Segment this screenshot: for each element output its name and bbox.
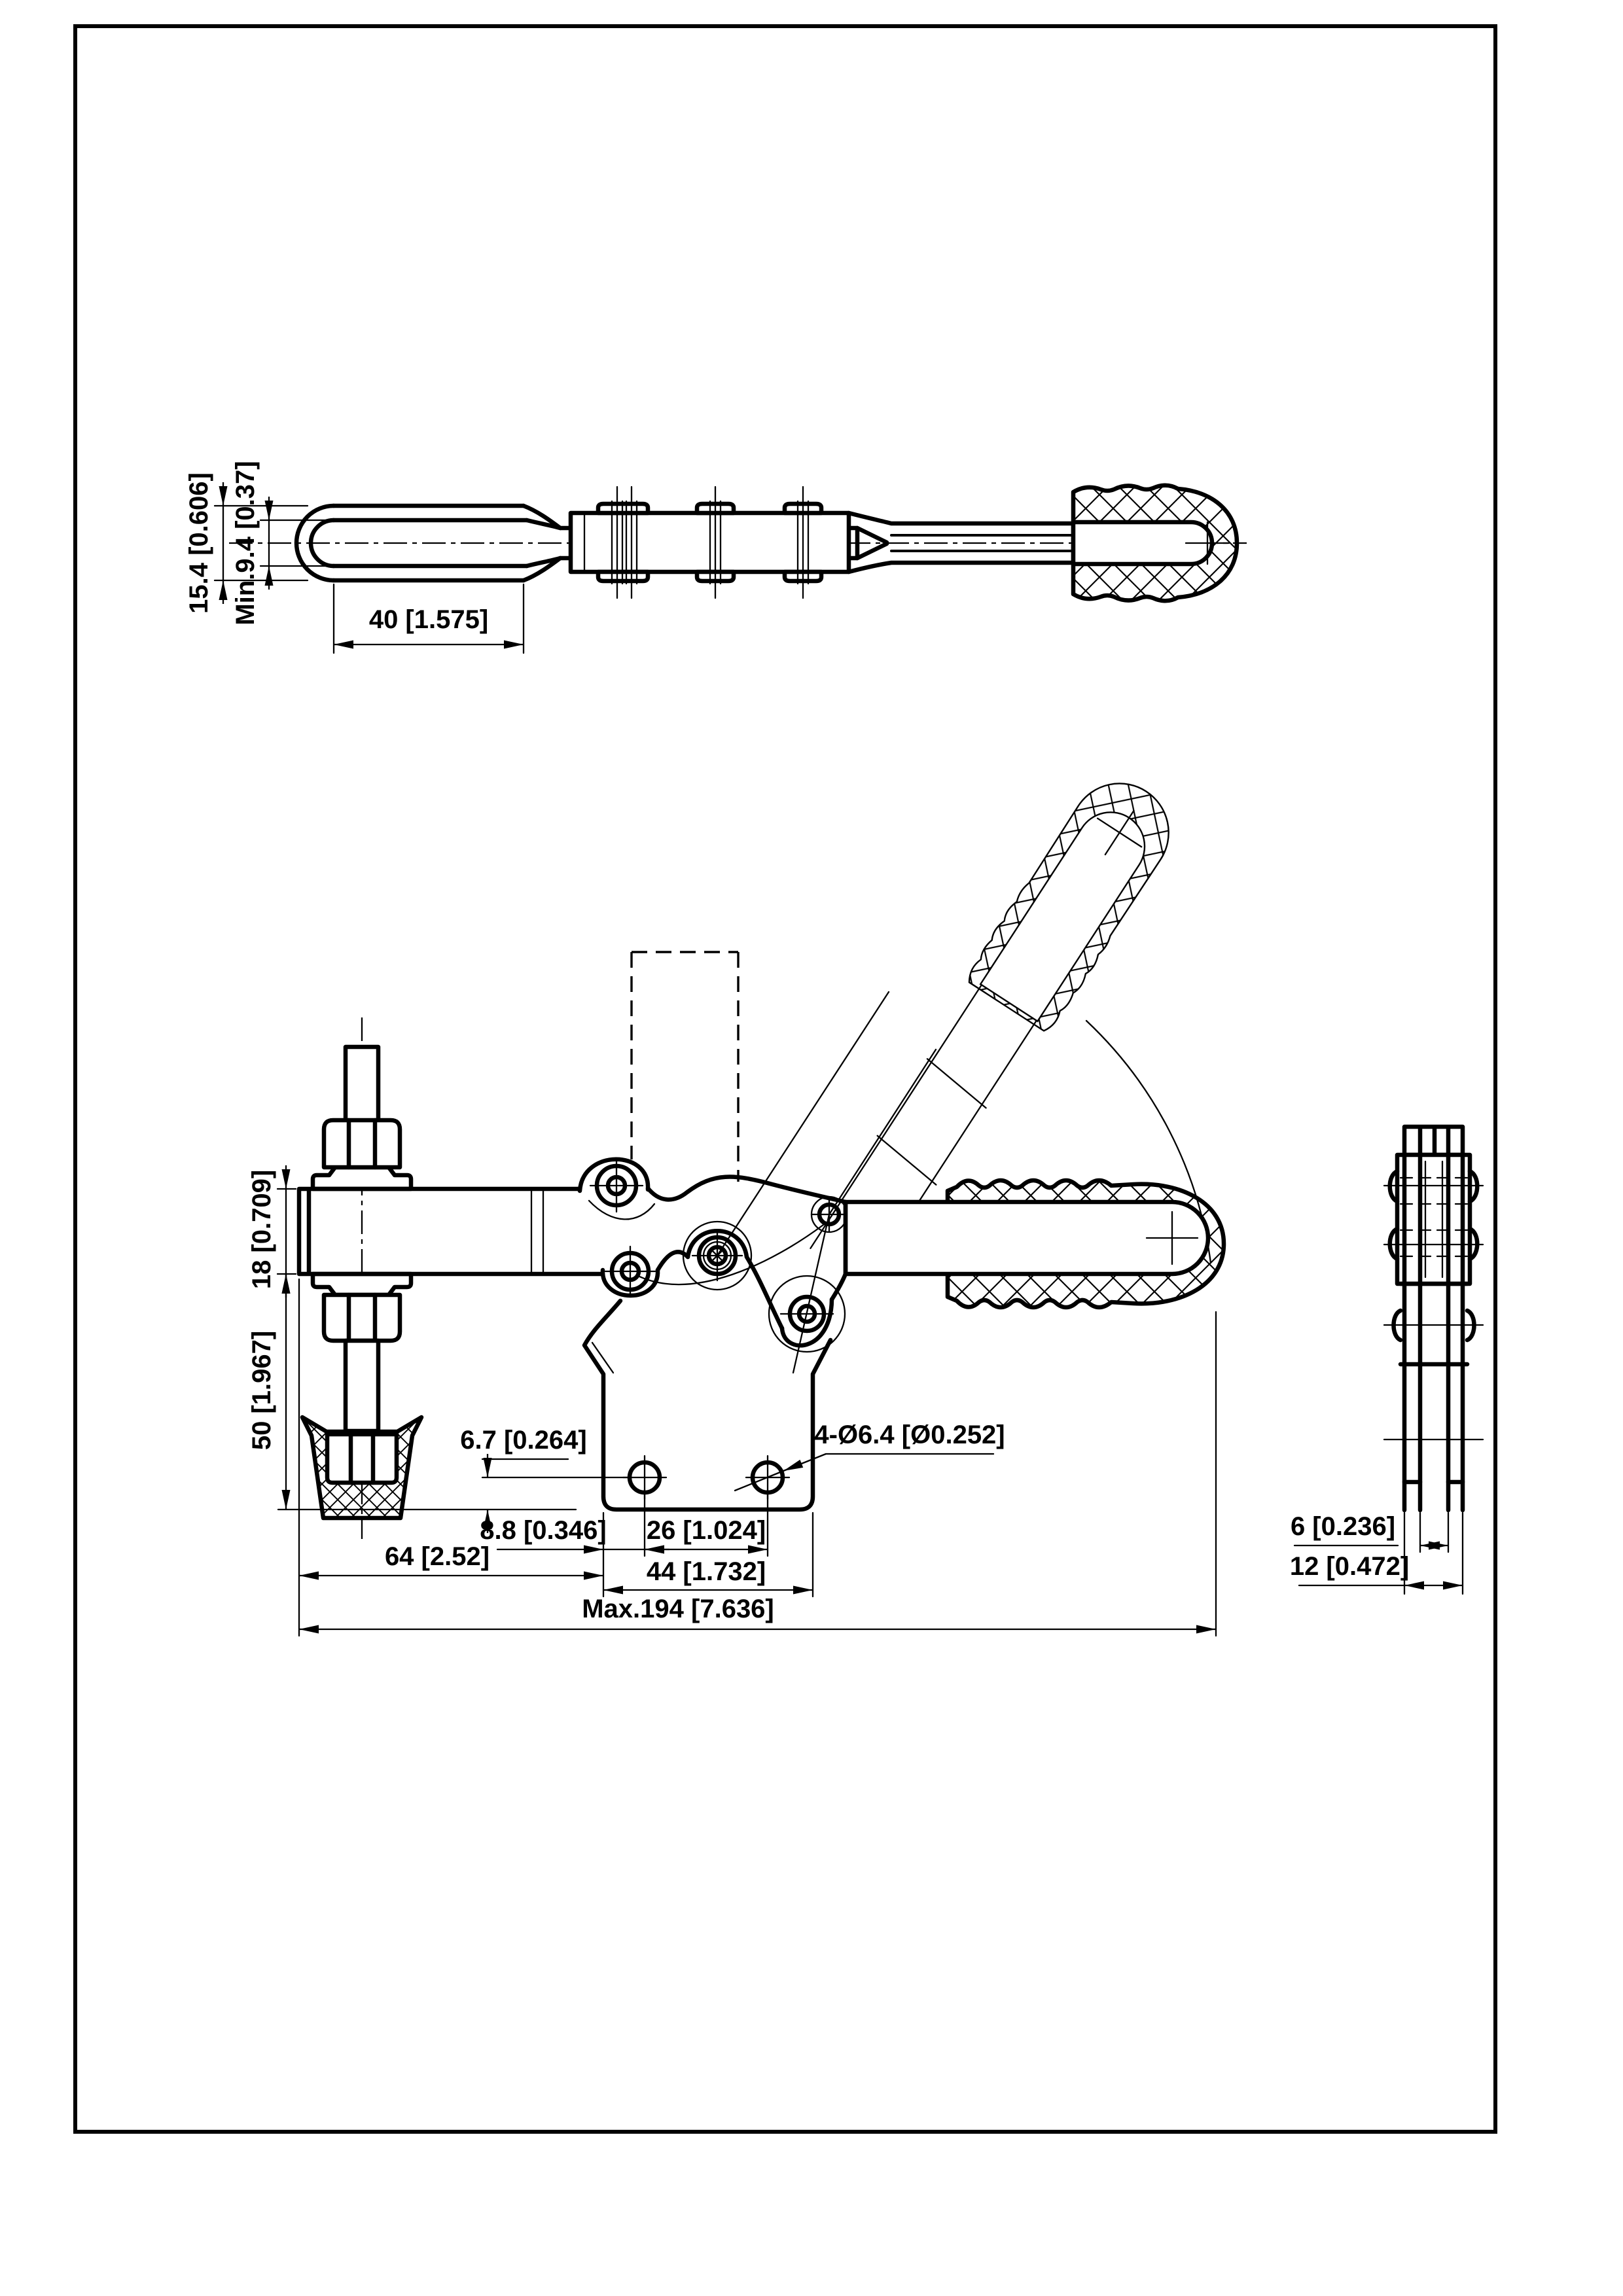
dim-bar-length-label: 40 [1.575] [368,605,489,634]
dim-max-length-label: Max.194 [7.636] [582,1595,774,1623]
side-view [1290,1127,1483,1594]
handle-link-hole [812,1197,847,1232]
tip-nut [327,1434,397,1483]
dim-holes-label: 4-Ø6.4 [Ø0.252] [814,1421,1005,1449]
dim-base-width-label: 44 [1.732] [646,1557,766,1586]
dim-base-height-label: 50 [1.967] [247,1330,276,1451]
dim-min-slot-label: Min.9.4 [0.37] [231,461,260,626]
front-view [247,764,1224,1636]
spindle-nut-top [324,1120,400,1167]
clamp-arm [299,1189,603,1274]
dim-overhang-label: 64 [2.52] [384,1542,490,1571]
spindle-nut-bottom [324,1295,400,1341]
rivet-arm-pivot [590,1159,643,1212]
dim-leg-gap-label: 6 [0.236] [1290,1512,1396,1541]
spindle-washer-bottom [313,1274,411,1295]
handle-clamped [846,1180,1224,1307]
top-view [185,461,1247,653]
dim-hole-offset-label: 6.7 [0.264] [460,1426,587,1455]
sheet-border-frame [75,26,1495,2132]
spindle-assembly [302,1017,421,1539]
dim-hole-pitch-label: 26 [1.024] [646,1516,766,1545]
dim-arm-height-label: 18 [0.709] [247,1169,276,1290]
spindle-washer-top [313,1167,411,1189]
dim-outer-height-label: 15.4 [0.606] [185,472,213,614]
side-view-dimensions [1290,1512,1463,1594]
dim-hole-edge-label: 8.8 [0.346] [480,1516,607,1545]
spindle-rod-bottom [346,1341,378,1431]
toggle-mechanism [580,1159,847,1510]
bar-phantom-released [632,952,738,1182]
dim-overall-width-label: 12 [0.472] [1289,1552,1410,1581]
